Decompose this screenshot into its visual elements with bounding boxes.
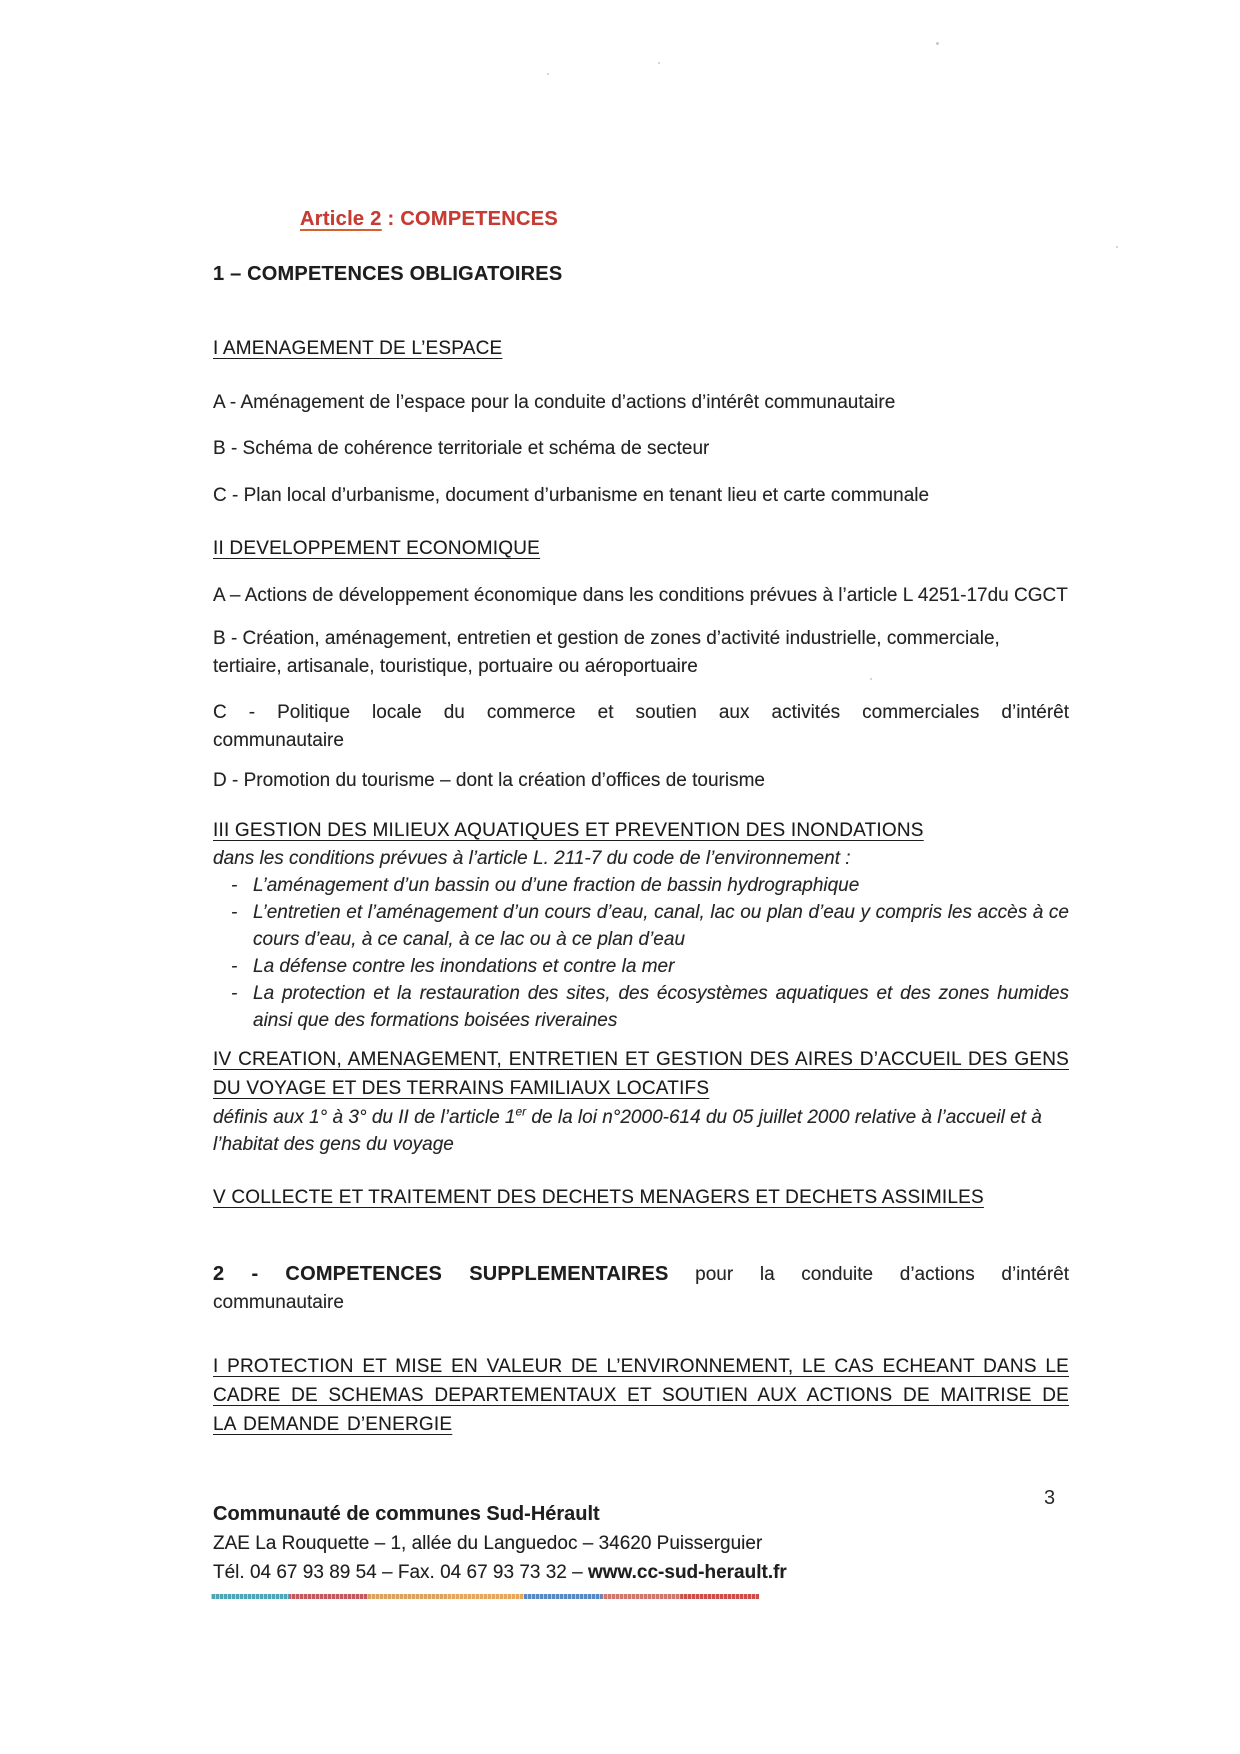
footer-website: www.cc-sud-herault.fr <box>588 1562 787 1583</box>
sub3-heading-gemapi: III GESTION DES MILIEUX AQUATIQUES ET PREVENTION DES INONDATIONS <box>213 820 924 841</box>
bullet-dash: - <box>231 902 238 923</box>
scan-speck <box>936 42 939 45</box>
sub1-item-b: B - Schéma de cohérence territoriale et schéma de secteur <box>213 438 710 459</box>
scan-speck <box>658 62 660 64</box>
page-number: 3 <box>1044 1487 1056 1509</box>
sub2-item-a: A – Actions de développement économique dans les conditions prévues à l’article L 4251-17du CGCT <box>213 585 1068 606</box>
sub4-note-pre: définis aux 1° à 3° du II de l’article 1 <box>213 1107 516 1128</box>
sub2-heading-economique: II DEVELOPPEMENT ECONOMIQUE <box>213 538 541 559</box>
gemapi-bullet-list <box>213 872 1069 1034</box>
sub1-item-a: A - Aménagement de l’espace pour la conduite d’actions d’intérêt communautaire <box>213 392 896 413</box>
list-item <box>213 899 1069 953</box>
footer-address: ZAE La Rouquette – 1, allée du Languedoc – 34620 Puisserguier <box>213 1533 763 1554</box>
scan-speck <box>547 73 549 75</box>
sub4-note-post: de la loi n°2000-614 du 05 juillet 2000 relative à l’accueil et à l’habitat des gens du voyage <box>213 1107 1042 1155</box>
footer-organization: Communauté de communes Sud-Hérault <box>213 1503 600 1525</box>
sub1-heading-amenagement: I AMENAGEMENT DE L’ESPACE <box>213 338 503 359</box>
list-item <box>213 872 1069 899</box>
article-title-rest: : COMPETENCES <box>381 208 559 230</box>
article-title <box>213 205 1069 233</box>
section2-sub1-heading-environnement: I PROTECTION ET MISE EN VALEUR DE L’ENVIRONNEMENT, LE CAS ECHEANT DANS LE CADRE DE SCHEMAS DEPARTEMENTAUX ET SOUTIEN AUX ACTIONS DE MAITRISE DE LA DEMANDE D’ENERGIE <box>213 1356 1069 1435</box>
bullet-text: La protection et la restauration des sites, des écosystèmes aquatiques et des zones humides ainsi que des formations boisées riveraines <box>253 983 1069 1031</box>
scan-speck <box>870 678 872 680</box>
bullet-text: L’aménagement d’un bassin ou d’une fraction de bassin hydrographique <box>253 875 860 896</box>
sub1-item-c: C - Plan local d’urbanisme, document d’urbanisme en tenant lieu et carte communale <box>213 485 930 506</box>
bullet-dash: - <box>231 983 238 1004</box>
document-body <box>213 205 1069 1439</box>
scan-speck <box>1116 246 1118 248</box>
sub3-intro: dans les conditions prévues à l’article L. 211-7 du code de l’environnement : <box>213 848 851 869</box>
footer <box>213 1500 787 1587</box>
section2-heading-rest: pour la conduite d’actions d’intérêt communautaire <box>213 1264 1069 1313</box>
sub4-note <box>213 1104 1069 1158</box>
sub2-item-d: D - Promotion du tourisme – dont la création d’offices de tourisme <box>213 770 765 791</box>
section2-heading-bold: 2 - COMPETENCES SUPPLEMENTAIRES <box>213 1263 669 1285</box>
sub2-item-b: B - Création, aménagement, entretien et gestion de zones d’activité industrielle, commerciale, tertiaire, artisanale, touristique, portuaire ou aéroportuaire <box>213 628 1000 677</box>
bullet-text: La défense contre les inondations et contre la mer <box>253 956 675 977</box>
bullet-dash: - <box>231 956 238 977</box>
list-item <box>213 980 1069 1034</box>
section1-heading: 1 – COMPETENCES OBLIGATOIRES <box>213 263 563 285</box>
footer-contact <box>213 1558 787 1587</box>
section2-heading <box>213 1260 1069 1317</box>
article-title-number: Article 2 <box>300 208 382 230</box>
footer-stripe <box>211 1594 759 1599</box>
bullet-dash: - <box>231 875 238 896</box>
list-item <box>213 953 1069 980</box>
sub4-heading-gens-du-voyage: IV CREATION, AMENAGEMENT, ENTRETIEN ET GESTION DES AIRES D’ACCUEIL DES GENS DU VOYAGE ET DES TERRAINS FAMILIAUX LOCATIFS <box>213 1049 1069 1099</box>
sub4-note-superscript: er <box>515 1104 527 1119</box>
footer-phone-fax: Tél. 04 67 93 89 54 – Fax. 04 67 93 73 32 – <box>213 1562 588 1583</box>
bullet-text: L’entretien et l’aménagement d’un cours d’eau, canal, lac ou plan d’eau y compris les accès à ce cours d’eau, à ce canal, à ce lac ou à ce plan d’eau <box>253 902 1069 950</box>
sub2-item-c: C - Politique locale du commerce et soutien aux activités commerciales d’intérêt communautaire <box>213 702 1069 751</box>
sub5-heading-dechets: V COLLECTE ET TRAITEMENT DES DECHETS MENAGERS ET DECHETS ASSIMILES <box>213 1187 984 1208</box>
